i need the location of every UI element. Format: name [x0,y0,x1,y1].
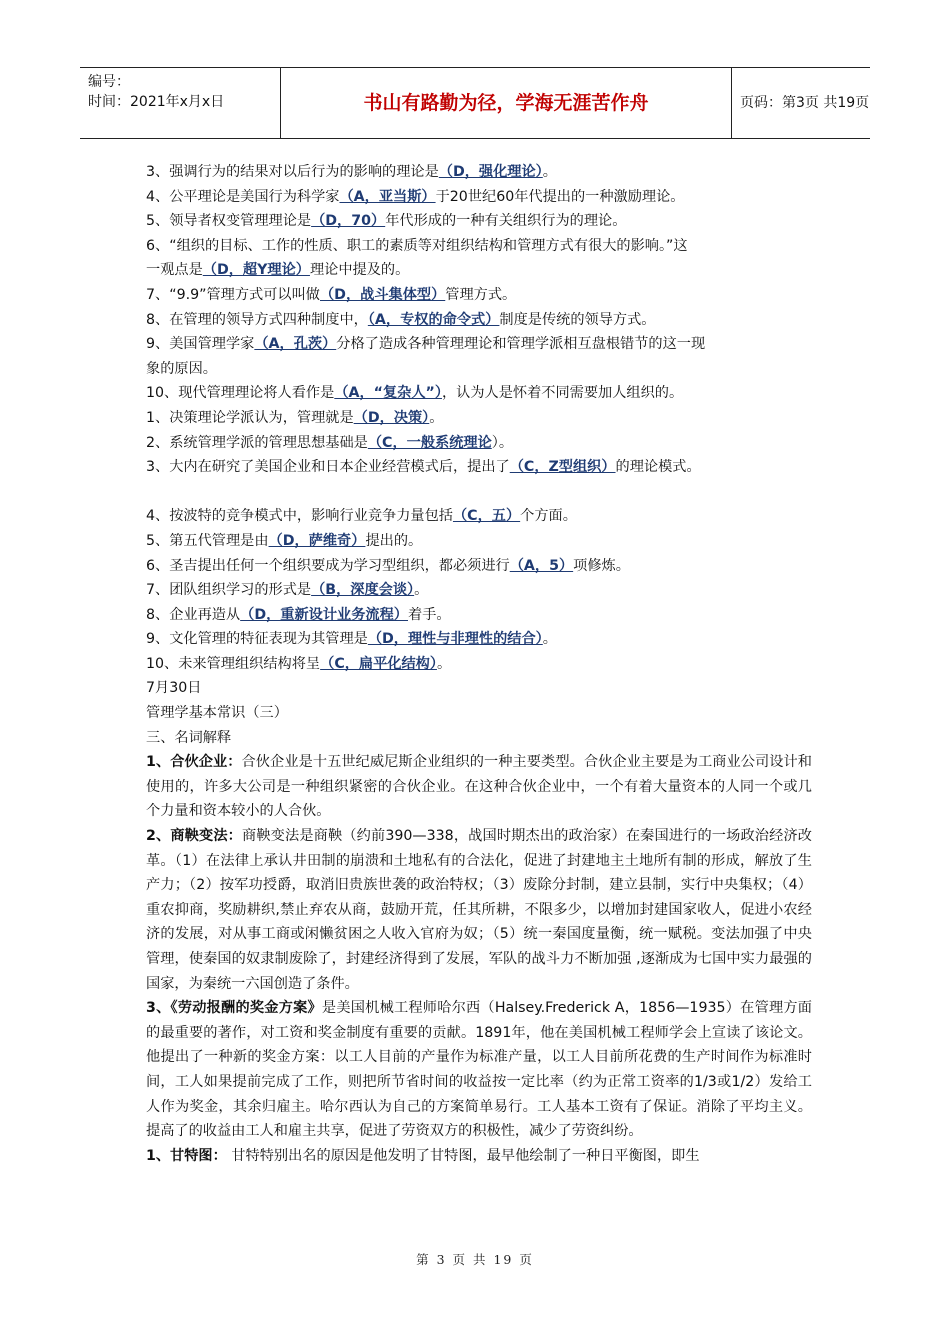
question-text-tail: 分格了造成各种管理理论和管理学派相互盘根错节的这一现 [336,336,706,353]
term-list [146,750,812,1168]
section-subtitle: 三、名词解释 [146,729,232,746]
answer-text: （B，深度会谈） [311,582,415,599]
question-line [146,185,812,210]
question-text-tail: 项修炼。 [573,557,630,574]
question-line [146,332,812,357]
question-text: 9、美国管理学家 [146,336,255,353]
term-paragraph [146,750,812,824]
question-line [146,455,812,480]
question-text-tail: 。 [414,582,429,599]
question-text-tail: ，认为人是怀着不同需要加人组织的。 [441,385,684,402]
question-line [146,160,812,185]
date-label: 时间：2021年x月x日 [88,94,225,110]
question-text: 9、文化管理的特征表现为其管理是 [146,631,368,648]
question-text: 6、圣吉提出任何一个组织要成为学习型组织，都必须进行 [146,557,510,574]
answer-text: （D，决策） [353,409,430,426]
answer-text: （C，扁平化结构） [320,655,437,672]
answer-text: （D，重新设计业务流程） [240,606,408,623]
question-text: 10、现代管理理论将人看作是 [146,385,335,402]
answer-text: （D，理性与非理性的结合） [367,631,543,648]
question-text: 5、第五代管理是由 [146,532,269,549]
question-text-tail: ）。 [491,434,514,451]
answer-text: （D，强化理论） [438,164,543,180]
page-header [80,67,870,139]
number-label: 编号： [88,74,130,90]
question-line [146,258,812,283]
question-text: 7、团队组织学习的形式是 [146,582,312,599]
question-line [146,381,812,406]
page-footer: 第 3 页 共 19 页 [416,1252,534,1267]
question-text: 4、公平理论是美国行为科学家 [146,188,340,205]
header-page-info: 页码：第3页 共19页 [740,95,870,111]
answer-text: （A，亚当斯） [339,188,436,205]
question-text-tail: 于20世纪60年代提出的一种激励理论。 [435,188,685,205]
term-definition: 是美国机械工程师哈尔西（Halsey.Frederick A，1856—1935）在管理方面的最重要的著作，对工资和奖金制度有重要的贡献。1891年，他在美国机械工程师学会上宣读了该论文。他提出了一种新的奖金方案：以工人目前的产量作为标准产量，以工人目前所花费的生产时间作为标准时间，工人如果提前完成了工作，则把所节省时间的收益按一定比率（约为正常工资率的1/3或1/2）发给工人作为奖金，其余归雇主。哈尔西认为自己的方案简单易行。工人基本工资有了保证。消除了平均主义。提高了的收益由工人和雇主共享，促进了劳资双方的积极性，减少了劳资纠纷。 [146,1000,812,1140]
question-text-tail: 。 [542,164,557,180]
question-text-tail: 理论中提及的。 [309,262,410,279]
blank-line [146,480,812,505]
date-line: 7月30日 [146,680,202,697]
answer-text: （C，一般系统理论 [367,434,492,451]
header-motto: 书山有路勤为径，学海无涯苦作舟 [280,68,732,138]
question-text: 6、“组织的目标、工作的性质、职工的素质等对组织结构和管理方式有很大的影响。”这 [146,237,688,254]
term-title: 1、合伙企业： [146,754,242,771]
question-text-tail: 提出的。 [365,532,423,549]
answer-text: （D，战斗集体型） [319,286,446,303]
question-text-tail: 制度是传统的领导方式。 [499,311,656,328]
question-text: 7、“9.9”管理方式可以叫做 [146,286,320,303]
term-paragraph [146,824,812,996]
question-text: 象的原因。 [146,360,217,377]
section-title: 管理学基本常识（三） [146,705,288,722]
question-text: 一观点是 [146,262,203,279]
question-text: 4、按波特的竞争模式中，影响行业竞争力量包括 [146,508,453,525]
question-list-1 [146,160,812,480]
question-text-tail: 。 [429,409,444,426]
document-body [146,160,812,1168]
question-text: 5、领导者权变管理理论是 [146,213,312,230]
question-text: 3、大内在研究了美国企业和日本企业经营模式后，提出了 [146,459,510,476]
term-definition: 商鞅变法是商鞅（约前390—338，战国时期杰出的政治家）在秦国进行的一场政治经济改革。（1）在法律上承认井田制的崩溃和土地私有的合法化，促进了封建地主土地所有制的形成，解放了生产力；（2）按军功授爵，取消旧贵族世袭的政治特权；（3）废除分封制，建立县制，实行中央集权；（4）重农抑商，奖励耕织,禁止弃农从商，鼓励开荒，任其所耕，不限多少，以增加封建国家收人，促进小农经济的发展，对从事工商或闲懒贫困之人收入官府为奴；（5）统一秦国度量衡，统一赋税。变法加强了中央管理，使秦国的奴隶制废除了，封建经济得到了发展，军队的战斗力不断加强 ,逐渐成为七国中实力最强的国家，为秦统一六国创造了条件。 [146,828,812,992]
question-line [146,554,812,579]
question-text-tail: 年代形成的一种有关组织行为的理论。 [385,213,627,230]
question-line [146,209,812,234]
question-text: 2、系统管理学派的管理思想基础是 [146,434,368,451]
answer-text: （D，70） [311,213,386,230]
question-text-tail: 。 [542,631,557,648]
question-line [146,283,812,308]
question-list-2 [146,504,812,676]
question-text-tail: 。 [436,655,452,672]
answer-text: （C，Z型组织） [509,459,616,476]
question-line [146,578,812,603]
term-title: 2、商鞅变法： [146,828,243,845]
question-text: 10、未来管理组织结构将呈 [146,655,321,672]
answer-text: （C，五） [452,508,521,525]
term-paragraph [146,996,812,1144]
question-line [146,308,812,333]
question-text: 1、决策理论学派认为，管理就是 [146,409,354,426]
question-line [146,234,812,259]
question-line [146,603,812,628]
question-text-tail: 个方面。 [520,508,577,525]
question-text: 8、企业再造从 [146,606,241,623]
header-meta [88,72,224,112]
question-text-tail: 着手。 [408,606,451,623]
question-text: 8、在管理的领导方式四种制度中， [146,311,368,328]
question-line [146,529,812,554]
answer-text: （A，孔茨） [254,336,337,353]
question-text: 3、强调行为的结果对以后行为的影响的理论是 [146,164,439,180]
question-line [146,652,812,677]
question-text-tail: 的理论模式。 [615,459,701,476]
term-title: 1、甘特图： [146,1147,227,1164]
answer-text: （D，萨维奇） [268,532,366,549]
question-line [146,431,812,456]
question-text-tail: 管理方式。 [445,286,517,303]
answer-text: （A，5） [509,557,574,574]
term-definition: 甘特特别出名的原因是他发明了甘特图，最早他绘制了一种日平衡图，即生 [226,1147,700,1164]
question-line [146,504,812,529]
answer-text: （D，超Y理论） [202,262,310,279]
question-line [146,406,812,431]
question-line [146,627,812,652]
term-title: 3、《劳动报酬的奖金方案》 [146,1000,322,1017]
answer-text: （A，专权的命令式） [367,311,500,328]
term-paragraph [146,1144,812,1169]
term-definition: 合伙企业是十五世纪威尼斯企业组织的一种主要类型。合伙企业主要是为工商业公司设计和使用的，许多大公司是一种组织紧密的合伙企业。在这种合伙企业中，一个有着大量资本的人同一个或几个力量和资本较小的人合伙。 [146,754,812,820]
answer-text: （A，“复杂人”） [334,385,442,402]
question-line [146,357,812,382]
